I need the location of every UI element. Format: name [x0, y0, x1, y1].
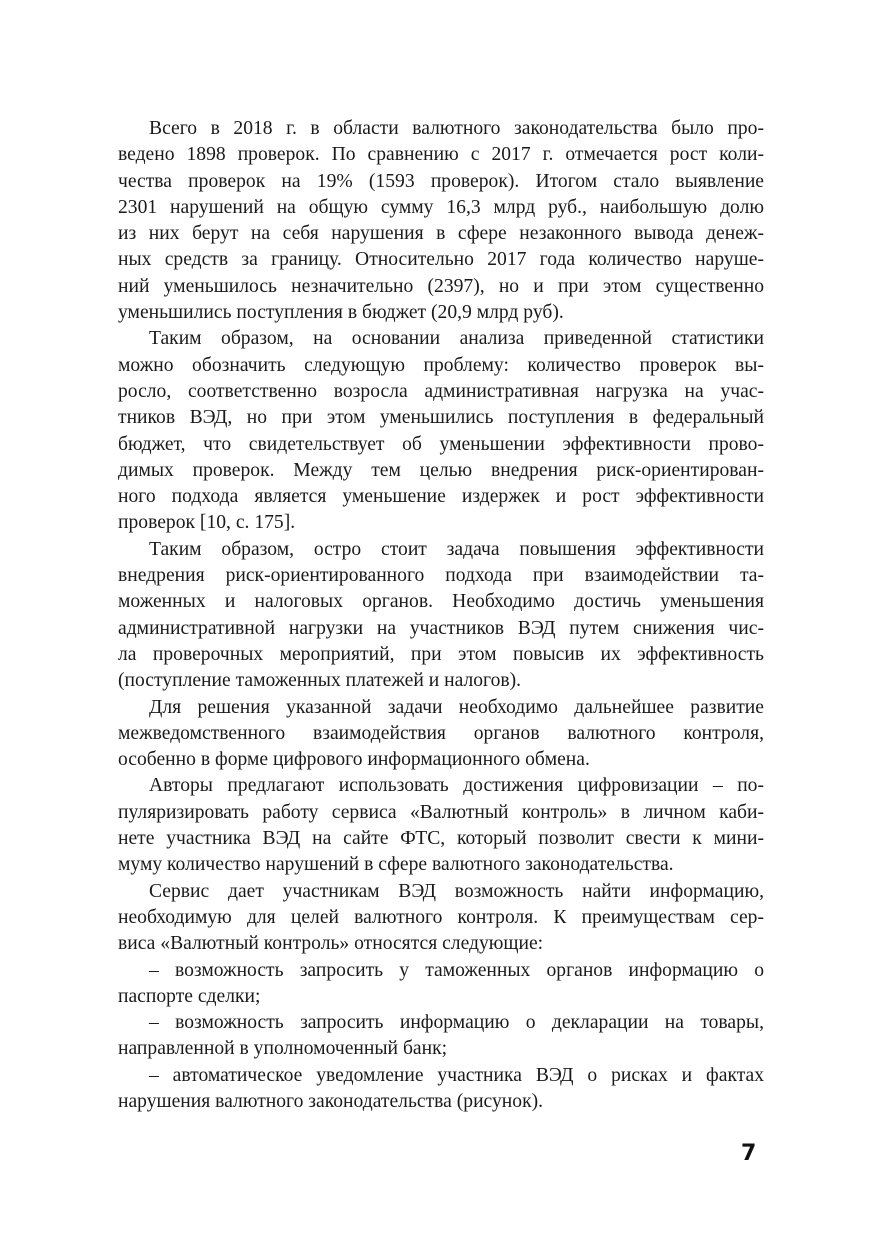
text-line: чества проверок на 19% (1593 проверок). Итогом стало выявление	[118, 170, 764, 192]
text-line: межведомственного взаимодействия органов валютного контроля,	[118, 722, 764, 744]
text-line: паспорте сделки;	[118, 985, 261, 1007]
text-line: Сервис дает участникам ВЭД возможность найти информацию,	[149, 880, 764, 902]
text-line: тников ВЭД, но при этом уменьшились поступления в федеральный	[118, 407, 764, 429]
text-line: из них берут на себя нарушения в сфере незаконного вывода денеж-	[118, 223, 764, 245]
text-line: административной нагрузки на участников ВЭД путем снижения чис-	[118, 617, 764, 639]
body-text	[118, 116, 764, 1115]
text-line: ных средств за границу. Относительно 2017 года количество наруше-	[118, 249, 764, 271]
text-line: – автоматическое уведомление участника ВЭД о рисках и фактах	[149, 1064, 764, 1086]
text-line: 2301 нарушений на общую сумму 16,3 млрд руб., наибольшую долю	[118, 196, 764, 218]
text-line: внедрения риск-ориентированного подхода при взаимодействии та-	[118, 565, 764, 587]
text-line: бюджет, что свидетельствует об уменьшении эффективности прово-	[118, 433, 764, 455]
text-line: ний уменьшилось незначительно (2397), но и при этом существенно	[118, 275, 764, 297]
text-line: Таким образом, на основании анализа приведенной статистики	[149, 328, 764, 350]
text-line: (поступление таможенных платежей и налогов).	[118, 670, 522, 692]
text-line: направленной в уполномоченный банк;	[118, 1038, 448, 1060]
text-line: димых проверок. Между тем целью внедрения риск-ориентирован-	[118, 459, 764, 481]
text-line: Для решения указанной задачи необходимо дальнейшее развитие	[149, 696, 764, 718]
text-line: моженных и налоговых органов. Необходимо достичь уменьшения	[118, 591, 764, 613]
text-line: ного подхода является уменьшение издержек и рост эффективности	[118, 486, 764, 508]
text-line: Всего в 2018 г. в области валютного законодательства было про-	[149, 118, 764, 139]
page-number: 7	[741, 1141, 757, 1166]
text-line: виса «Валютный контроль» относятся следующие:	[118, 933, 544, 955]
text-line: муму количество нарушений в сфере валютного законодательства.	[118, 854, 674, 876]
text-line: особенно в форме цифрового информационного обмена.	[118, 749, 590, 771]
text-line: можно обозначить следующую проблему: количество проверок вы-	[118, 354, 764, 376]
text-line: Авторы предлагают использовать достижения цифровизации – по-	[149, 775, 764, 797]
text-line: пуляризировать работу сервиса «Валютный контроль» в личном каби-	[118, 801, 764, 823]
text-line: ла проверочных мероприятий, при этом повысив их эффективность	[118, 643, 764, 665]
text-line: Таким образом, остро стоит задача повышения эффективности	[149, 538, 764, 560]
text-line: нете участника ВЭД на сайте ФТС, который позволит свести к мини-	[118, 828, 764, 850]
text-line: – возможность запросить информацию о декларации на товары,	[149, 1012, 764, 1034]
text-line: необходимую для целей валютного контроля. К преимуществам сер-	[118, 906, 764, 928]
text-line: ведено 1898 проверок. По сравнению с 2017 г. отмечается рост коли-	[118, 144, 764, 166]
text-line: уменьшились поступления в бюджет (20,9 млрд руб).	[118, 302, 564, 324]
text-line: проверок [10, с. 175].	[118, 512, 296, 534]
text-line: нарушения валютного законодательства (рисунок).	[118, 1090, 544, 1112]
text-line: росло, соответственно возросла административная нагрузка на учас-	[118, 380, 764, 402]
text-line: – возможность запросить у таможенных органов информацию о	[149, 959, 764, 981]
